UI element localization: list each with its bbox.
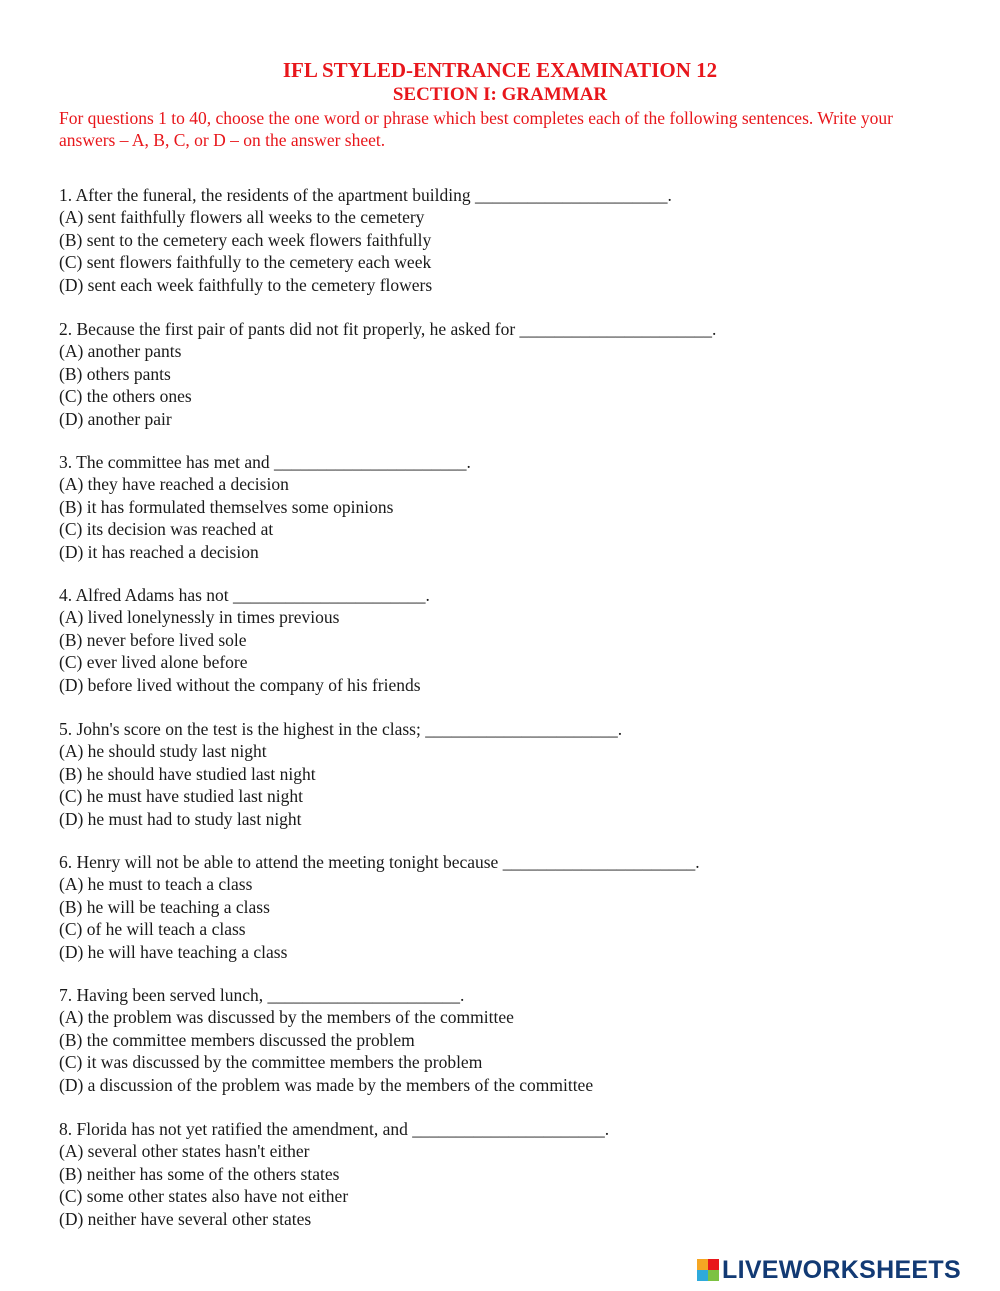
option-d: (D) another pair (59, 408, 172, 429)
option-d: (D) neither have several other states (59, 1208, 312, 1229)
option-a: (A) they have reached a decision (59, 474, 289, 495)
question-stem: 5. John's score on the test is the highest in the class; ______________________. (59, 719, 623, 739)
option-b: (B) it has formulated themselves some opinions (59, 496, 394, 517)
option-a: (A) sent faithfully flowers all weeks to the cemetery (59, 207, 425, 228)
liveworksheets-logo-icon (697, 1259, 719, 1281)
option-c: (C) the others ones (59, 386, 192, 407)
option-b: (B) others pants (59, 363, 171, 384)
question-5 (59, 718, 959, 830)
question-8 (59, 1118, 959, 1230)
option-c: (C) sent flowers faithfully to the cemetery each week (59, 252, 432, 273)
question-1 (59, 184, 959, 296)
exam-title: IFL STYLED-ENTRANCE EXAMINATION 12 (282, 58, 718, 82)
option-c: (C) ever lived alone before (59, 652, 248, 673)
question-4 (59, 584, 959, 696)
option-c: (C) of he will teach a class (59, 919, 246, 940)
option-b: (B) neither has some of the others states (59, 1163, 340, 1184)
option-c: (C) he must have studied last night (59, 786, 303, 807)
option-c: (C) its decision was reached at (59, 519, 274, 540)
option-b: (B) sent to the cemetery each week flowers faithfully (59, 229, 432, 250)
question-stem: 4. Alfred Adams has not ______________________. (59, 585, 430, 605)
option-a: (A) he must to teach a class (59, 874, 253, 895)
option-c: (C) it was discussed by the committee members the problem (59, 1052, 483, 1073)
question-3 (59, 451, 959, 563)
option-d: (D) before lived without the company of his friends (59, 674, 421, 695)
option-b: (B) never before lived sole (59, 629, 247, 650)
option-d: (D) a discussion of the problem was made by the members of the committee (59, 1074, 594, 1095)
option-a: (A) another pants (59, 341, 182, 362)
question-6 (59, 851, 959, 963)
question-stem: 7. Having been served lunch, ______________________. (59, 985, 465, 1005)
option-a: (A) the problem was discussed by the members of the committee (59, 1007, 514, 1028)
question-stem: 8. Florida has not yet ratified the amendment, and ______________________. (59, 1119, 610, 1139)
option-a: (A) several other states hasn't either (59, 1141, 310, 1162)
option-d: (D) it has reached a decision (59, 541, 259, 562)
option-b: (B) he will be teaching a class (59, 896, 270, 917)
option-a: (A) he should study last night (59, 741, 267, 762)
option-c: (C) some other states also have not either (59, 1186, 349, 1207)
option-b: (B) the committee members discussed the problem (59, 1029, 415, 1050)
section-title: SECTION I: GRAMMAR (392, 84, 608, 105)
option-a: (A) lived lonelynessly in times previous (59, 607, 340, 628)
question-stem: 1. After the funeral, the residents of the apartment building ______________________. (59, 185, 672, 205)
logo-text: LIVEWORKSHEETS (722, 1255, 961, 1284)
instructions: For questions 1 to 40, choose the one word or phrase which best completes each of the following sentences. Write your answers – A, B, C, or D – on the answer sheet. (59, 108, 893, 150)
option-b: (B) he should have studied last night (59, 763, 316, 784)
option-d: (D) sent each week faithfully to the cemetery flowers (59, 274, 433, 295)
option-d: (D) he will have teaching a class (59, 941, 288, 962)
question-stem: 3. The committee has met and ______________________. (59, 452, 471, 472)
question-stem: 6. Henry will not be able to attend the meeting tonight because ______________________. (59, 852, 700, 872)
liveworksheets-logo[interactable] (697, 1255, 961, 1285)
question-2 (59, 318, 959, 430)
question-7 (59, 984, 959, 1096)
question-stem: 2. Because the first pair of pants did not fit properly, he asked for ______________________. (59, 319, 717, 339)
option-d: (D) he must had to study last night (59, 808, 302, 829)
